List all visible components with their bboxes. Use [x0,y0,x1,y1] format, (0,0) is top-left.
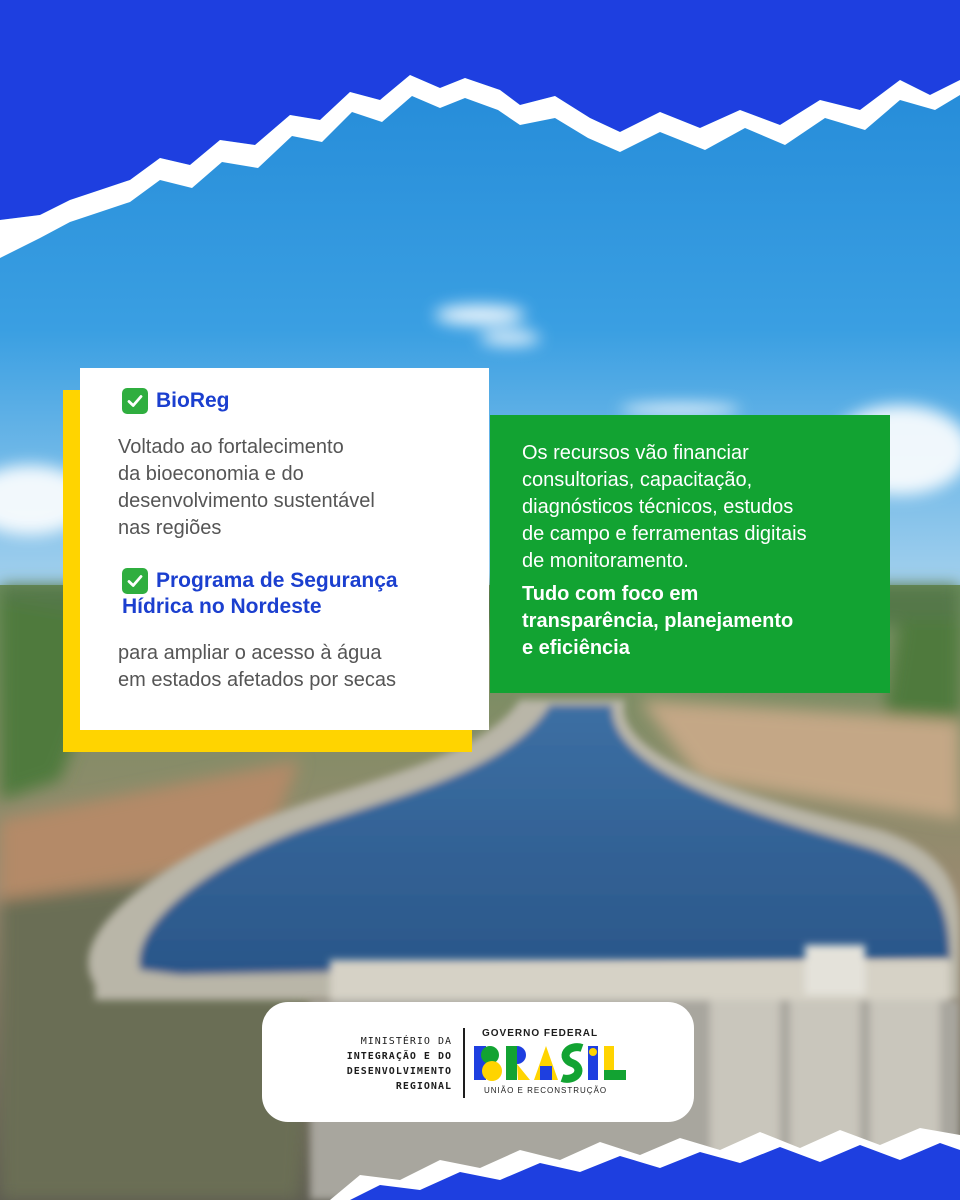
text-line: MINISTÉRIO DA [360,1036,452,1047]
resources-description [522,440,870,575]
government-logo-bar [262,1002,694,1122]
checkmark-icon [122,388,148,414]
slogan: UNIÃO E RECONSTRUÇÃO [484,1086,608,1095]
text-line: de monitoramento. [522,550,689,572]
text-line: REGIONAL [395,1081,452,1092]
text-line: Hídrica no Nordeste [122,595,322,618]
programs-card [80,368,489,730]
program-description-bioreg [118,434,459,542]
text-line: Programa de Segurança [156,569,398,592]
text-line: consultorias, capacitação, [522,469,753,491]
text-line: e eficiência [522,637,630,659]
ministry-name [302,1034,452,1094]
resources-card [490,415,890,693]
text-line: desenvolvimento sustentável [118,490,375,512]
checkmark-icon [122,568,148,594]
text-line: de campo e ferramentas digitais [522,523,807,545]
program-title-bioreg [118,388,459,414]
text-line: Voltado ao fortalecimento [118,436,344,458]
text-line: nas regiões [118,517,222,539]
program-title-seguranca-hidrica [118,568,459,620]
text-line: transparência, planejamento [522,610,794,632]
text-line: INTEGRAÇÃO E DO [346,1051,452,1062]
program-description-seguranca-hidrica [118,640,459,694]
text-line: da bioeconomia e do [118,463,304,485]
text-line: Os recursos vão financiar [522,442,749,464]
text-line: diagnósticos técnicos, estudos [522,496,794,518]
text-line: em estados afetados por secas [118,669,396,691]
text-line: para ampliar o acesso à água [118,642,382,664]
program-title-text [122,568,398,620]
text-line: Tudo com foco em [522,583,699,605]
resources-highlight [522,581,870,662]
divider [463,1028,465,1098]
brasil-logo [472,1042,672,1086]
government-label: GOVERNO FEDERAL [482,1028,599,1039]
text-line: DESENVOLVIMENTO [346,1066,452,1077]
program-title-text: BioReg [156,389,230,412]
